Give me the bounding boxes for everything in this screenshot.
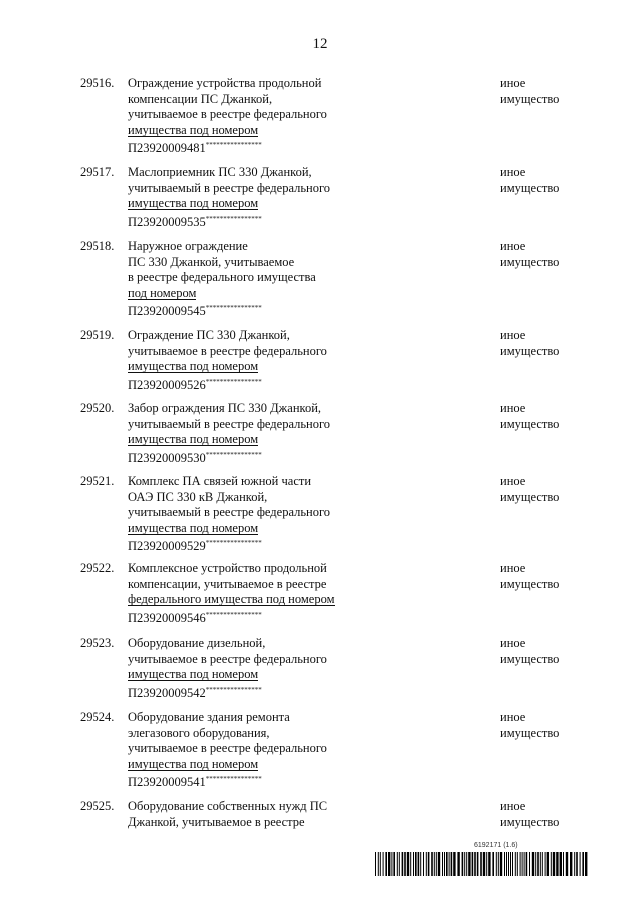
description-line: компенсации, учитываемое в реестре <box>128 576 327 591</box>
redaction-stars: **************** <box>205 450 262 459</box>
description-line: ПС 330 Джанкой, учитываемое <box>128 254 295 269</box>
entry-description <box>128 561 368 626</box>
entry-category: иное имущество <box>500 239 560 269</box>
description-line: учитываемый в реестре федерального <box>128 505 331 519</box>
registry-number: П23920009546**************** <box>128 610 262 625</box>
registry-number: П23920009530**************** <box>128 450 262 465</box>
entry-description <box>128 710 368 791</box>
entry-number: 29521. <box>80 474 115 488</box>
description-line: Маслоприемник ПС 330 Джанкой, <box>128 165 312 179</box>
registry-number: П23920009529**************** <box>128 539 262 554</box>
registry-number: П23920009541**************** <box>128 775 262 790</box>
registry-number: П23920009481**************** <box>128 141 262 156</box>
description-line: Оборудование собственных нужд ПС <box>128 799 328 813</box>
entry-category: иное имущество <box>500 636 560 666</box>
entry-category: иное имущество <box>500 710 560 740</box>
description-line: Оборудование дизельной, <box>128 636 266 650</box>
page-number: 12 <box>312 36 328 52</box>
description-line: имущества под номером <box>128 756 259 771</box>
description-line: Джанкой, учитываемое в реестре <box>128 814 305 829</box>
description-line: под номером <box>128 285 197 300</box>
registry-number: П23920009535**************** <box>128 214 262 229</box>
description-line: Наружное ограждение <box>128 239 248 253</box>
entry-category: иное имущество <box>500 799 560 829</box>
entry-description <box>128 799 368 830</box>
description-line: Комплексное устройство продольной <box>128 561 327 575</box>
description-line: Ограждение ПС 330 Джанкой, <box>128 328 290 342</box>
entry-category: иное имущество <box>500 561 560 591</box>
entry-description <box>128 76 368 157</box>
description-line: компенсации ПС Джанкой, <box>128 91 273 106</box>
redaction-stars: **************** <box>205 377 262 386</box>
description-line: имущества под номером <box>128 432 259 446</box>
entry-number: 29516. <box>80 76 115 90</box>
description-line: Ограждение устройства продольной <box>128 76 322 90</box>
description-line: Комплекс ПА связей южной части <box>128 474 312 488</box>
redaction-stars: **************** <box>205 685 262 694</box>
description-line: Оборудование здания ремонта <box>128 710 290 724</box>
entry-description <box>128 239 368 320</box>
description-line: имущества под номером <box>128 359 259 373</box>
redaction-stars: **************** <box>205 141 262 149</box>
registry-number: П23920009545**************** <box>128 304 262 319</box>
entry-category: иное имущество <box>500 328 560 358</box>
redaction-stars: **************** <box>205 304 262 312</box>
description-line: имущества под номером <box>128 520 259 535</box>
description-line: учитываемый в реестре федерального <box>128 180 331 195</box>
redaction-stars: **************** <box>205 214 262 223</box>
description-line: учитываемое в реестре федерального <box>128 741 327 755</box>
entry-category: иное имущество <box>500 401 560 431</box>
description-line: учитываемое в реестре федерального <box>128 107 327 121</box>
entry-description <box>128 328 368 393</box>
entry-number: 29518. <box>80 239 115 253</box>
description-line: имущества под номером <box>128 667 259 681</box>
registry-number: П23920009526**************** <box>128 377 262 392</box>
entry-number: 29520. <box>80 401 115 415</box>
entry-number: 29523. <box>80 636 115 650</box>
description-line: федерального имущества под номером <box>128 592 335 606</box>
description-line: учитываемое в реестре федерального <box>128 651 327 666</box>
entry-category: иное имущество <box>500 165 560 195</box>
redaction-stars: **************** <box>205 775 262 783</box>
redaction-stars: **************** <box>205 539 262 547</box>
entry-description <box>128 474 368 555</box>
registry-number: П23920009542**************** <box>128 685 262 700</box>
entry-number: 29524. <box>80 710 115 724</box>
document-code: 6192171 (1.6) <box>474 842 518 849</box>
redaction-stars: **************** <box>205 610 262 619</box>
entry-category: иное имущество <box>500 76 560 106</box>
entry-description <box>128 401 368 466</box>
description-line: элегазового оборудования, <box>128 725 270 740</box>
description-line: в реестре федерального имущества <box>128 270 316 284</box>
entry-number: 29517. <box>80 165 115 179</box>
description-line: имущества под номером <box>128 196 259 210</box>
description-line: учитываемое в реестре федерального <box>128 343 327 358</box>
entry-description <box>128 165 368 230</box>
entry-number: 29519. <box>80 328 115 342</box>
description-line: ОАЭ ПС 330 кВ Джанкой, <box>128 489 268 504</box>
description-line: учитываемый в реестре федерального <box>128 416 331 431</box>
barcode-icon <box>375 852 590 876</box>
entry-number: 29525. <box>80 799 115 813</box>
description-line: имущества под номером <box>128 122 259 137</box>
entry-category: иное имущество <box>500 474 560 504</box>
entry-number: 29522. <box>80 561 115 575</box>
entry-description <box>128 636 368 701</box>
description-line: Забор ограждения ПС 330 Джанкой, <box>128 401 322 415</box>
